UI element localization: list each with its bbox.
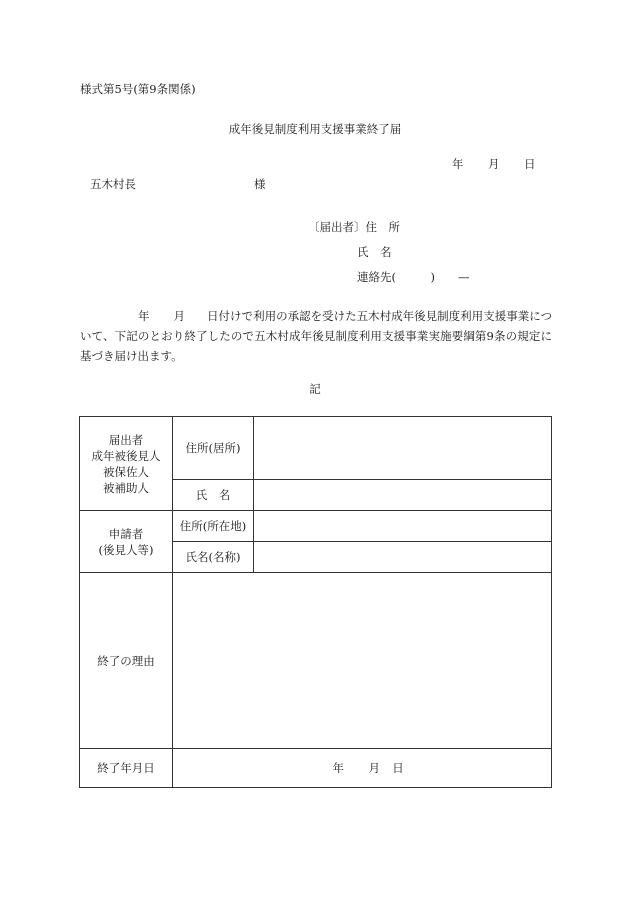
ki-heading: 記 [309, 382, 321, 396]
addressee-name: 五木村長 [90, 177, 136, 191]
body-month: 月 [173, 309, 186, 323]
subject-address-label: 住所(居所) [173, 417, 254, 480]
body-text: 日付けで利用の承認を受けた五木村成年後見制度利用支援事業について、下記のとおり終了したので五木村成年後見制度利用支援事業実施要綱第9条の規定に基づき届け出ます。 [80, 309, 552, 363]
subject-label-line: 被保佐人 [103, 464, 149, 479]
end-date-field[interactable] [173, 749, 552, 788]
table-row [80, 511, 552, 542]
body-year: 年 [138, 309, 150, 323]
end-date-month: 月 [368, 761, 380, 775]
table-row [80, 417, 552, 480]
requester-label-cell [80, 511, 173, 573]
subject-label-cell [80, 417, 173, 511]
table-row [80, 573, 552, 749]
requester-label-line: (後見人等) [98, 542, 154, 557]
end-date-day: 日 [392, 761, 404, 775]
notification-body [80, 306, 552, 366]
requester-name-label: 氏名(名称) [173, 542, 254, 573]
requester-address-field[interactable] [254, 511, 552, 542]
applicant-address-label: 〔届出者〕住 所 [308, 220, 400, 234]
requester-name-field[interactable] [254, 542, 552, 573]
addressee-honorific: 様 [254, 177, 266, 191]
subject-name-field[interactable] [254, 480, 552, 511]
reason-label: 終了の理由 [80, 573, 173, 749]
document-title: 成年後見制度利用支援事業終了届 [228, 122, 402, 136]
table-row [80, 749, 552, 788]
subject-address-field[interactable] [254, 417, 552, 480]
notification-table [79, 416, 552, 788]
subject-name-label: 氏 名 [173, 480, 254, 511]
applicant-name-label: 氏 名 [357, 245, 392, 259]
date-year: 年 [452, 157, 464, 171]
subject-label-line: 届出者 [108, 432, 144, 447]
requester-address-label: 住所(所在地) [173, 511, 254, 542]
date-day: 日 [524, 157, 536, 171]
end-date-year: 年 [332, 761, 344, 775]
applicant-contact-label: 連絡先( ) — [357, 270, 470, 284]
date-month: 月 [488, 157, 500, 171]
reason-field[interactable] [173, 573, 552, 749]
submission-date [452, 157, 536, 171]
end-date-label: 終了年月日 [80, 749, 173, 788]
subject-label-line: 被補助人 [103, 480, 149, 495]
subject-label-line: 成年被後見人 [91, 448, 161, 463]
form-number: 様式第5号(第9条関係) [80, 82, 196, 96]
requester-label-line: 申請者 [108, 526, 144, 541]
